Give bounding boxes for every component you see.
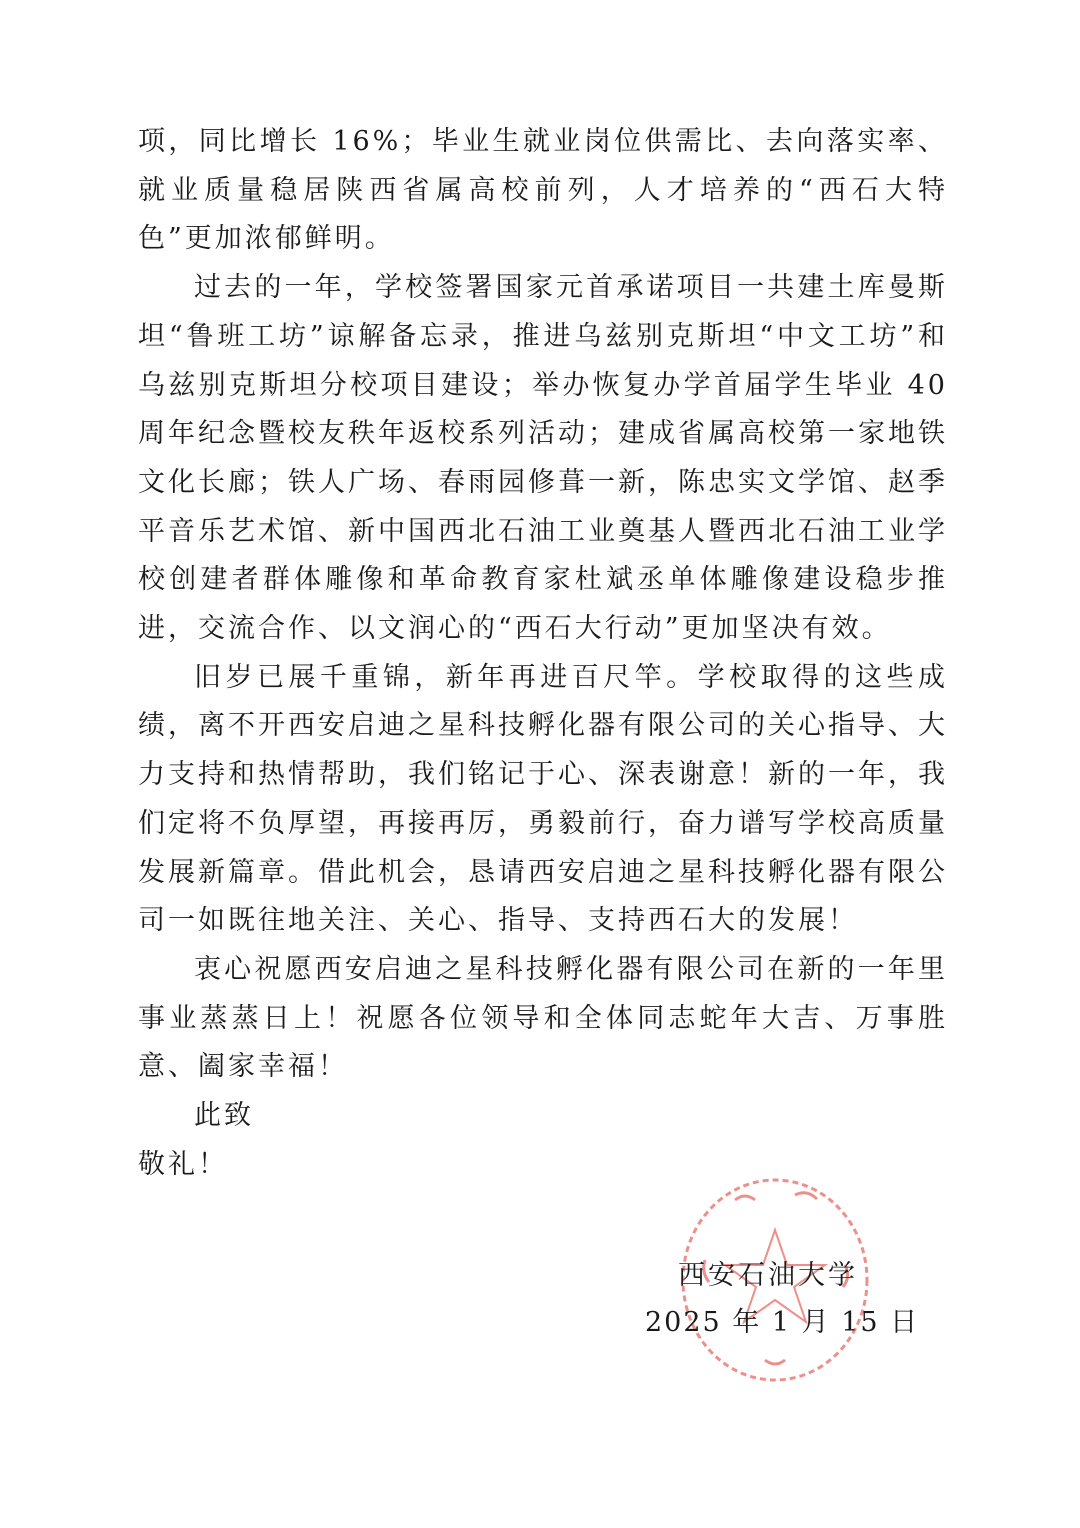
closing-regards: 敬礼！ <box>138 1148 228 1180</box>
signature-date: 2025 年 1 月 15 日 <box>645 1307 920 1338</box>
closing-salutation: 此致 <box>194 1100 254 1132</box>
paragraph-2: 过去的一年，学校签署国家元首承诺项目一共建土库曼斯坦“鲁班工坊”谅解备忘录，推进乌兹别克斯坦“中文工坊”和乌兹别克斯坦分校项目建设；举办恢复办学首届学生毕业 40 周年纪念暨校友秩年返校系列活动；建成省属高校第一家地铁文化长廊；铁人广场、春雨园修葺一新，陈忠实文学馆、赵季平音乐艺术馆、新中国西北石油工业奠基人暨西北石油工业学校创建者群体雕像和革命教育家杜斌丞单体雕像建设稳步推进，交流合作、以文润心的“西石大行动”更加坚决有效。 <box>138 272 948 645</box>
paragraph-3: 旧岁已展千重锦，新年再进百尺竿。学校取得的这些成绩，离不开西安启迪之星科技孵化器有限公司的关心指导、大力支持和热情帮助，我们铭记于心、深表谢意！新的一年，我们定将不负厚望，再接再厉，勇毅前行，奋力谱写学校高质量发展新篇章。借此机会，恳请西安启迪之星科技孵化器有限公司一如既往地关注、关心、指导、支持西石大的发展！ <box>138 661 948 937</box>
paragraph-4: 衷心祝愿西安启迪之星科技孵化器有限公司在新的一年里事业蒸蒸日上！祝愿各位领导和全体同志蛇年大吉、万事胜意、阖家幸福！ <box>138 953 948 1083</box>
signature-organization: 西安石油大学 <box>678 1260 858 1291</box>
letter-body <box>138 118 948 1189</box>
paragraph-1: 项，同比增长 16%；毕业生就业岗位供需比、去向落实率、就业质量稳居陕西省属高校前列，人才培养的“西石大特色”更加浓郁鲜明。 <box>138 126 948 255</box>
